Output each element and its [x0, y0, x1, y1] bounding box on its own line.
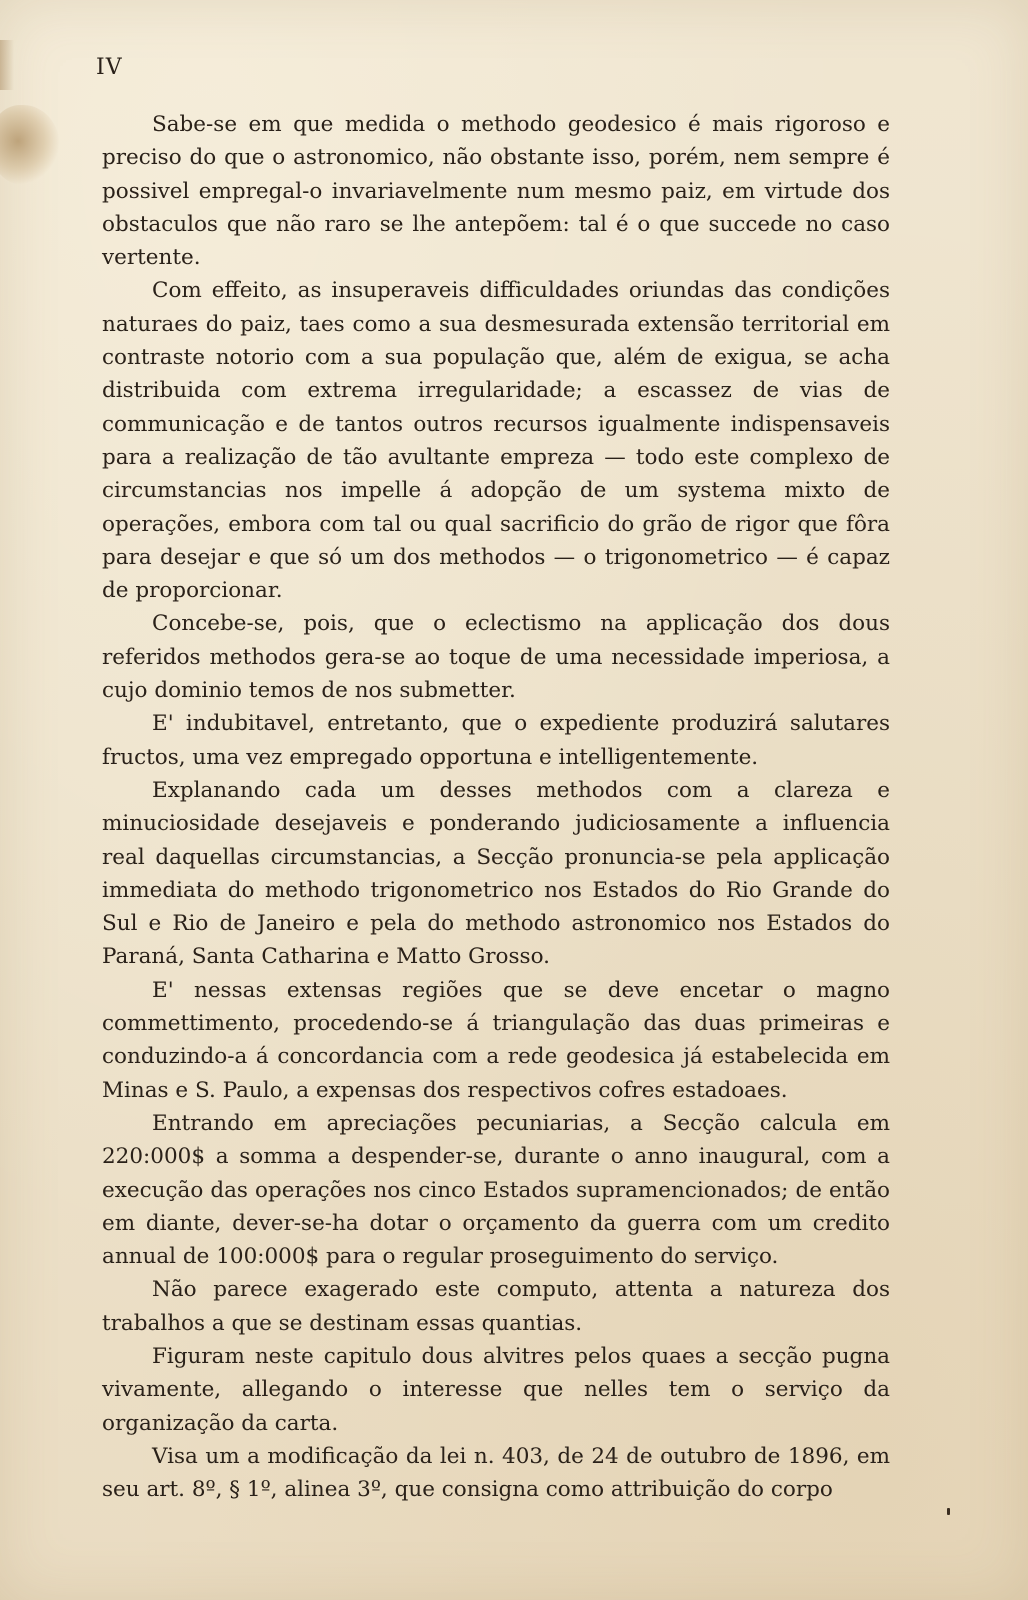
ink-mark: [947, 1508, 950, 1515]
paragraph-5: Explanando cada um desses methodos com a clareza e minuciosidade desejaveis e ponderando judiciosamente a influencia real daquellas circumstancias, a Secção pronuncia-se pela applicação immediata do methodo trigonometrico nos Estados do Rio Grande do Sul e Rio de Janeiro e pela do methodo astronomico nos Estados do Paraná, Santa Catharina e Matto Grosso.: [102, 777, 890, 970]
paragraph-1: Sabe-se em que medida o methodo geodesico é mais rigoroso e preciso do que o astronomico, não obstante isso, porém, nem sempre é possivel empregal-o invariavelmente num mesmo paiz, em virtude dos obstaculos que não raro se lhe antepõem: tal é o que succede no caso vertente.: [102, 112, 890, 271]
paragraph-10: Visa um a modificação da lei n. 403, de 24 de outubro de 1896, em seu art. 8º, § 1º, alinea 3º, que consigna como attribuição do corpo: [102, 1443, 890, 1503]
paragraph-3: Concebe-se, pois, que o eclectismo na applicação dos dous referidos methodos gera-se ao toque de uma necessidade imperiosa, a cujo dominio temos de nos submetter.: [102, 611, 890, 704]
paragraph-2: Com effeito, as insuperaveis difficuldades oriundas das condições naturaes do paiz, taes como a sua desmesurada extensão territorial em contraste notorio com a sua população que, além de exigua, se acha distribuida com extrema irregularidade; a escassez de vias de communicação e de tantos outros recursos igualmente indispensaveis para a realização de tão avultante empreza — todo este complexo de circumstancias nos impelle á adopção de um systema mixto de operações, embora com tal ou qual sacrificio do grão de rigor que fôra para desejar e que só um dos methodos — o trigonometrico — é capaz de proporcionar.: [102, 278, 890, 604]
paper-edge-stain: [0, 40, 14, 90]
paragraph-7: Entrando em apreciações pecuniarias, a Secção calcula em 220:000$ a somma a despender-se, durante o anno inaugural, com a execução das operações nos cinco Estados supramencionados; de então em diante, dever-se-ha dotar o orçamento da guerra com um credito annual de 100:000$ para o regular proseguimento do serviço.: [102, 1110, 890, 1270]
paragraph-9: Figuram neste capitulo dous alvitres pelos quaes a secção pugna vivamente, allegando o interesse que nelles tem o serviço da organização da carta.: [102, 1343, 890, 1436]
paragraph-4: E' indubitavel, entretanto, que o expediente produzirá salutares fructos, uma vez empregado opportuna e intelligentemente.: [102, 711, 890, 770]
paragraph-8: Não parece exagerado este computo, attenta a natureza dos trabalhos a que se destinam essas quantias.: [102, 1277, 890, 1336]
paragraph-6: E' nessas extensas regiões que se deve encetar o magno commettimento, procedendo-se á triangulação das duas primeiras e conduzindo-a á concordancia com a rede geodesica já estabelecida em Minas e S. Paulo, a expensas dos respectivos cofres estadoaes.: [102, 977, 890, 1103]
body-text: [102, 108, 890, 1506]
page-number: IV: [96, 55, 123, 80]
paper-stain: [0, 105, 60, 185]
